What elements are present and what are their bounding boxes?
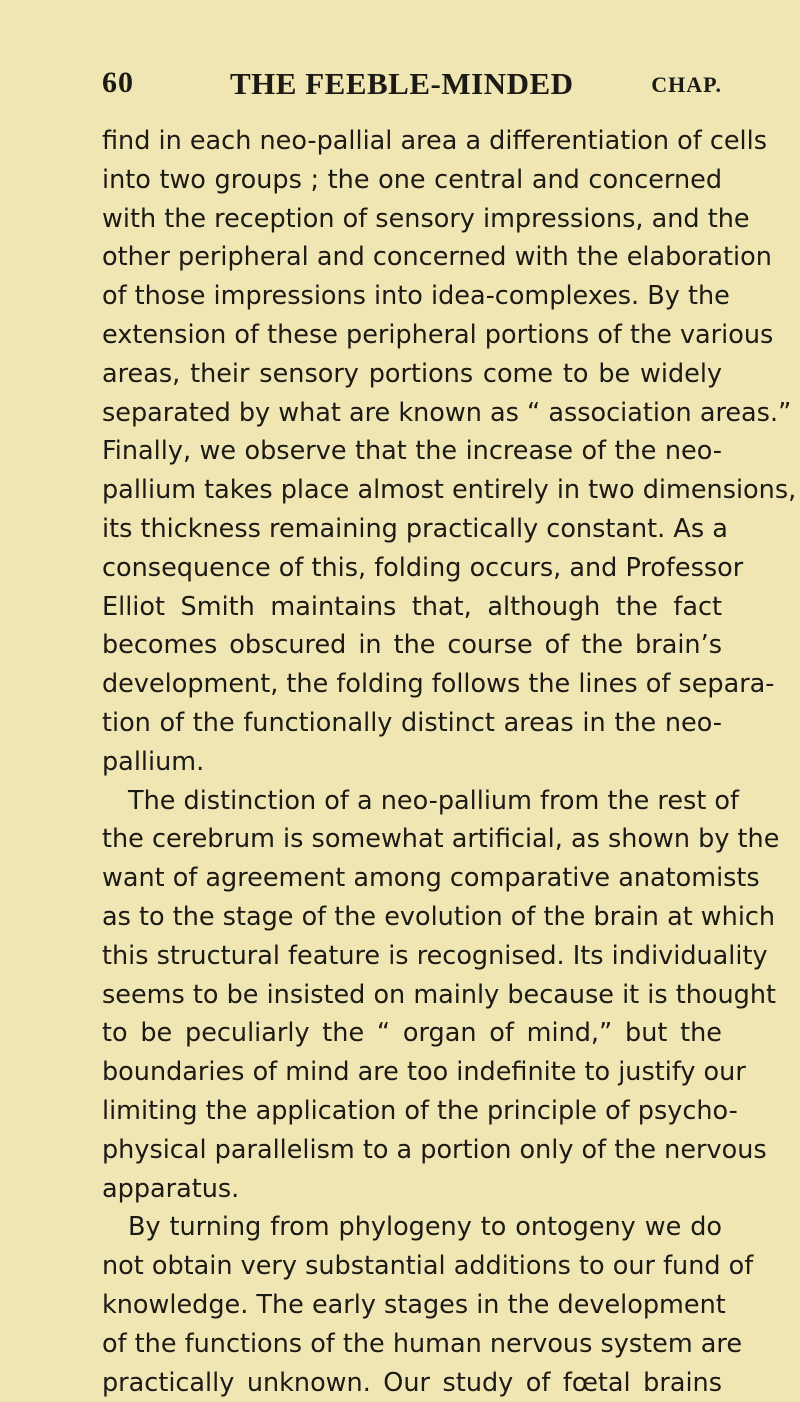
text-line: into two groups ; the one central and concerned [102, 161, 722, 200]
body-text [102, 122, 722, 1402]
text-line: find in each neo-pallial area a differentiation of cells [102, 122, 722, 161]
page-number: 60 [102, 66, 134, 100]
text-line: other peripheral and concerned with the elaboration [102, 238, 722, 277]
text-line: with the reception of sensory impressions, and the [102, 200, 722, 239]
text-line: development, the folding follows the lines of separa- [102, 665, 722, 704]
text-line: of those impressions into idea-complexes. By the [102, 277, 722, 316]
text-line: areas, their sensory portions come to be widely [102, 355, 722, 394]
text-line: pallium takes place almost entirely in two dimensions, [102, 471, 722, 510]
running-title: THE FEEBLE-MINDED [230, 66, 574, 102]
text-line: its thickness remaining practically constant. As a [102, 510, 722, 549]
text-line: not obtain very substantial additions to our fund of [102, 1247, 722, 1286]
text-line: practically unknown. Our study of fœtal brains [102, 1364, 722, 1402]
text-line: becomes obscured in the course of the brain’s [102, 626, 722, 665]
text-line: Finally, we observe that the increase of the neo- [102, 432, 722, 471]
paragraph-start-line: The distinction of a neo-pallium from the rest of [102, 782, 722, 821]
text-line: separated by what are known as “ association areas.” [102, 394, 722, 433]
text-line: pallium. [102, 743, 722, 782]
paragraph-start-line: By turning from phylogeny to ontogeny we do [102, 1208, 722, 1247]
text-line: as to the stage of the evolution of the brain at which [102, 898, 722, 937]
chapter-label: CHAP. [651, 72, 722, 98]
text-line: limiting the application of the principle of psycho- [102, 1092, 722, 1131]
text-line: physical parallelism to a portion only of the nervous [102, 1131, 722, 1170]
text-line: extension of these peripheral portions of the various [102, 316, 722, 355]
text-line: the cerebrum is somewhat artificial, as shown by the [102, 820, 722, 859]
text-line: this structural feature is recognised. Its individuality [102, 937, 722, 976]
text-line: apparatus. [102, 1170, 722, 1209]
text-line: Elliot Smith maintains that, although the fact [102, 588, 722, 627]
text-line: of the functions of the human nervous system are [102, 1325, 722, 1364]
text-line: want of agreement among comparative anatomists [102, 859, 722, 898]
text-line: boundaries of mind are too indefinite to justify our [102, 1053, 722, 1092]
text-line: to be peculiarly the “ organ of mind,” but the [102, 1014, 722, 1053]
text-line: seems to be insisted on mainly because it is thought [102, 976, 722, 1015]
page-header [102, 66, 722, 110]
text-line: consequence of this, folding occurs, and Professor [102, 549, 722, 588]
text-line: tion of the functionally distinct areas in the neo- [102, 704, 722, 743]
text-line: knowledge. The early stages in the development [102, 1286, 722, 1325]
